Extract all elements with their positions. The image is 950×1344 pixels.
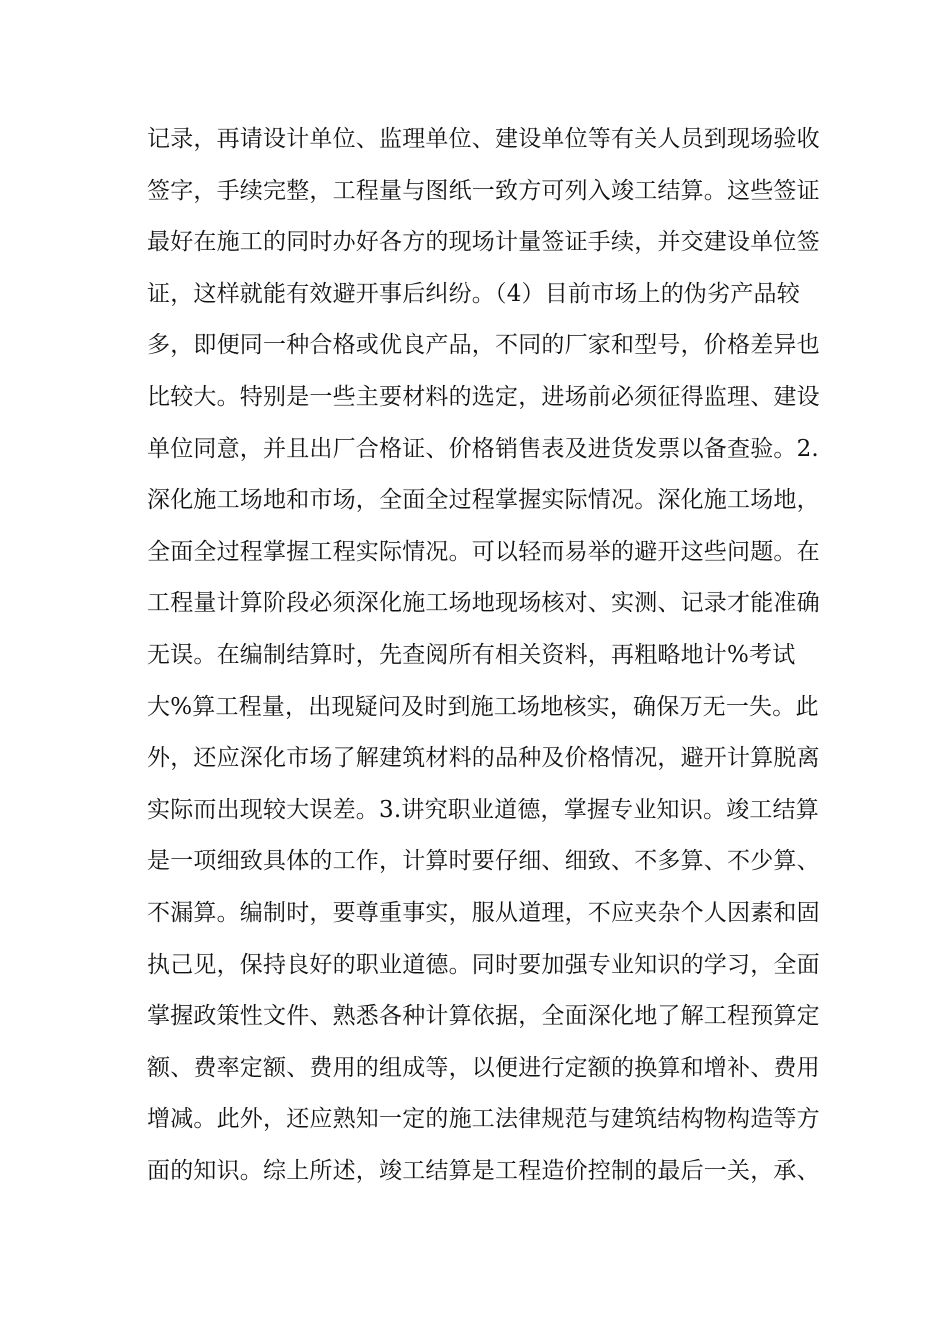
text-line: 外，还应深化市场了解建筑材料的品种及价格情况，避开计算脱离 — [147, 745, 820, 772]
text-line: 掌握政策性文件、熟悉各种计算依据，全面深化地了解工程预算定 — [147, 1003, 820, 1030]
text-line: 深化施工场地和市场，全面全过程掌握实际情况。深化施工场地， — [147, 487, 820, 514]
text-line: 实际而出现较大误差。3.讲究职业道德，掌握专业知识。竣工结算 — [147, 796, 819, 823]
text-line: 工程量计算阶段必须深化施工场地现场核对、实测、记录才能准确 — [147, 590, 820, 617]
body-text — [147, 114, 820, 1197]
text-line: 增减。此外，还应熟知一定的施工法律规范与建筑结构物构造等方 — [147, 1106, 820, 1133]
text-line: 额、费率定额、费用的组成等，以便进行定额的换算和增补、费用 — [147, 1054, 820, 1081]
text-line: 多，即便同一种合格或优良产品，不同的厂家和型号，价格差异也 — [147, 332, 820, 359]
text-line: 是一项细致具体的工作，计算时要仔细、细致、不多算、不少算、 — [147, 848, 820, 875]
text-line: 执己见，保持良好的职业道德。同时要加强专业知识的学习，全面 — [147, 951, 820, 978]
text-line: 大%算工程量，出现疑问及时到施工场地核实，确保万无一失。此 — [147, 693, 819, 720]
text-line: 无误。在编制结算时，先查阅所有相关资料，再粗略地计%考试 — [147, 641, 796, 668]
text-line: 比较大。特别是一些主要材料的选定，进场前必须征得监理、建设 — [147, 383, 820, 410]
text-line: 签字，手续完整，工程量与图纸一致方可列入竣工结算。这些签证 — [147, 177, 820, 204]
text-line: 不漏算。编制时，要尊重事实，服从道理，不应夹杂个人因素和固 — [147, 899, 820, 926]
text-line: 单位同意，并且出厂合格证、价格销售表及进货发票以备查验。2. — [147, 435, 819, 462]
text-line: 面的知识。综上所述，竣工结算是工程造价控制的最后一关，承、 — [147, 1157, 820, 1184]
text-line: 最好在施工的同时办好各方的现场计量签证手续，并交建设单位签 — [147, 229, 820, 256]
text-line: 证，这样就能有效避开事后纠纷。（4）目前市场上的伪劣产品较 — [147, 280, 800, 307]
text-line: 全面全过程掌握工程实际情况。可以轻而易举的避开这些问题。在 — [147, 538, 820, 565]
text-line: 记录，再请设计单位、监理单位、建设单位等有关人员到现场验收 — [147, 126, 820, 152]
